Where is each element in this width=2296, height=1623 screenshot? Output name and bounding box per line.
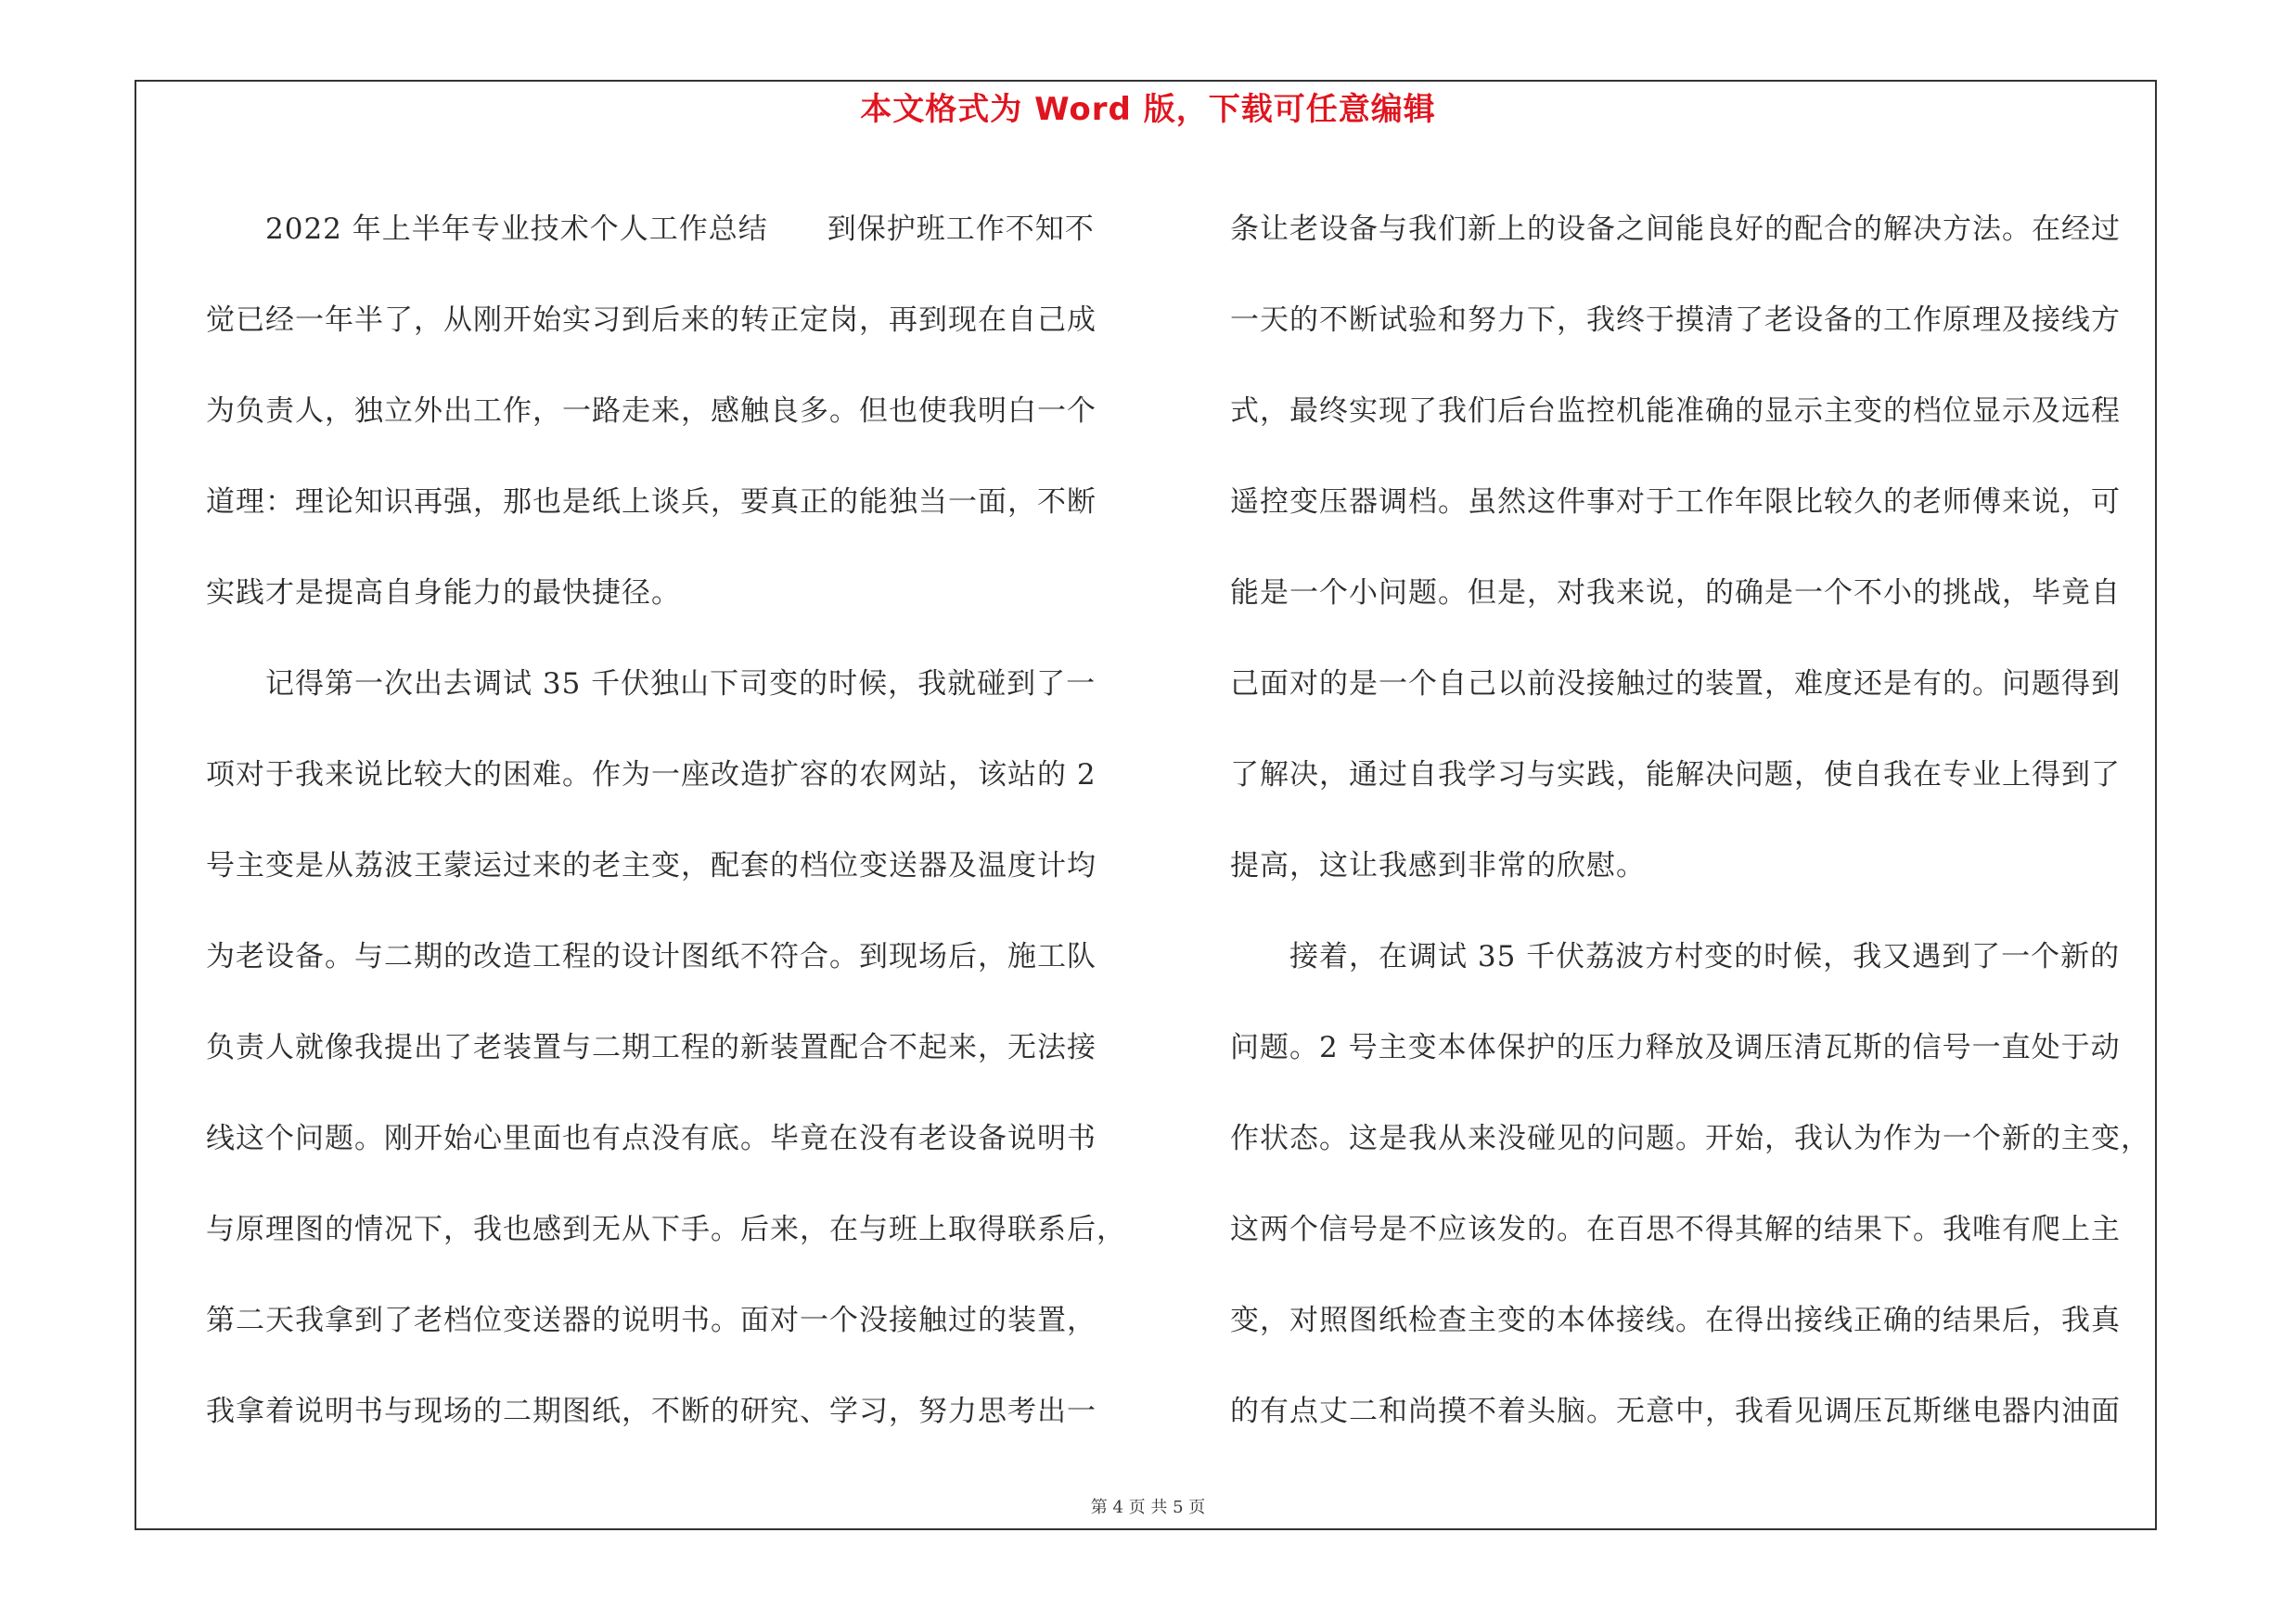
text-line: 作状态。这是我从来没碰见的问题。开始，我认为作为一个新的主变， [1230,1122,2150,1155]
text-line: 的有点丈二和尚摸不着头脑。无意中，我看见调压瓦斯继电器内油面 [1230,1395,2121,1428]
text-line: 号主变是从荔波王蒙运过来的老主变，配套的档位变送器及温度计均 [206,849,1097,882]
text-line: 道理：理论知识再强，那也是纸上谈兵，要真正的能独当一面，不断 [206,485,1097,519]
text-line: 式，最终实现了我们后台监控机能准确的显示主变的档位显示及远程 [1230,394,2121,428]
text-line: 能是一个小问题。但是，对我来说，的确是一个不小的挑战，毕竟自 [1230,576,2121,610]
text-line: 条让老设备与我们新上的设备之间能良好的配合的解决方法。在经过 [1230,213,2121,246]
text-line: 负责人就像我提出了老装置与二期工程的新装置配合不起来，无法接 [206,1031,1097,1064]
text-line: 2022 年上半年专业技术个人工作总结 到保护班工作不知不 [206,213,1095,246]
left-text-column [206,184,1124,1457]
text-line: 问题。2 号主变本体保护的压力释放及调压清瓦斯的信号一直处于动 [1230,1031,2121,1064]
text-line: 为负责人，独立外出工作，一路走来，感触良多。但也使我明白一个 [206,394,1097,428]
text-line: 觉已经一年半了，从刚开始实习到后来的转正定岗，再到现在自己成 [206,303,1097,337]
text-line: 与原理图的情况下，我也感到无从下手。后来，在与班上取得联系后， [206,1213,1126,1246]
text-line: 提高，这让我感到非常的欣慰。 [1230,849,1646,882]
text-line: 实践才是提高自身能力的最快捷径。 [206,576,681,610]
text-line: 接着，在调试 35 千伏荔波方村变的时候，我又遇到了一个新的 [1230,940,2121,973]
text-line: 记得第一次出去调试 35 千伏独山下司变的时候，我就碰到了一 [206,667,1097,701]
right-text-column [1230,184,2148,1457]
text-line: 线这个问题。刚开始心里面也有点没有底。毕竟在没有老设备说明书 [206,1122,1097,1155]
text-line: 变，对照图纸检查主变的本体接线。在得出接线正确的结果后，我真 [1230,1304,2121,1337]
text-line: 一天的不断试验和努力下，我终于摸清了老设备的工作原理及接线方 [1230,303,2121,337]
text-line: 这两个信号是不应该发的。在百思不得其解的结果下。我唯有爬上主 [1230,1213,2121,1246]
format-notice-banner: 本文格式为 Word 版，下载可任意编辑 [860,91,1436,128]
text-line: 项对于我来说比较大的困难。作为一座改造扩容的农网站，该站的 2 [206,758,1097,792]
text-line: 遥控变压器调档。虽然这件事对于工作年限比较久的老师傅来说，可 [1230,485,2121,519]
text-line: 己面对的是一个自己以前没接触过的装置，难度还是有的。问题得到 [1230,667,2121,701]
text-line: 我拿着说明书与现场的二期图纸，不断的研究、学习，努力思考出一 [206,1395,1097,1428]
page-number-footer: 第 4 页 共 5 页 [1090,1498,1206,1517]
text-line: 第二天我拿到了老档位变送器的说明书。面对一个没接触过的装置， [206,1304,1097,1337]
text-line: 为老设备。与二期的改造工程的设计图纸不符合。到现场后，施工队 [206,940,1097,973]
text-line: 了解决，通过自我学习与实践，能解决问题，使自我在专业上得到了 [1230,758,2121,792]
